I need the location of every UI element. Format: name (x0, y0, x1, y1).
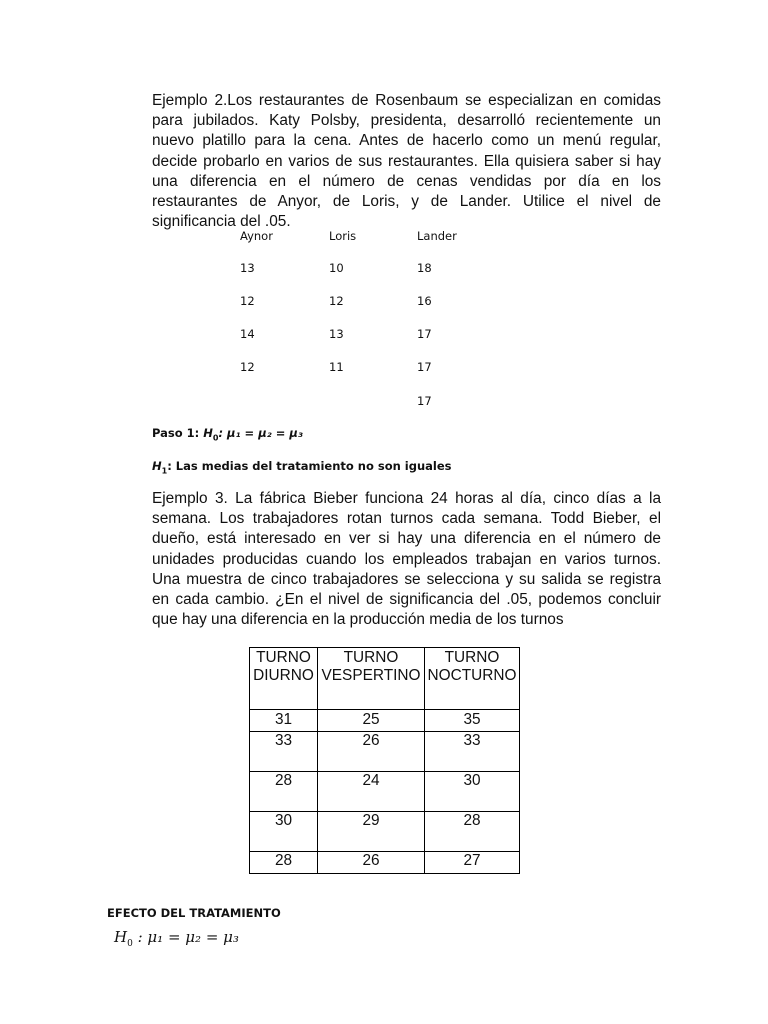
table-row (250, 772, 520, 812)
shift-production-table (249, 647, 520, 874)
paso-1-h1 (152, 459, 452, 475)
table-cell: 29 (318, 812, 425, 852)
table-cell: 27 (425, 852, 520, 874)
table-cell: 24 (318, 772, 425, 812)
table-header-row (250, 648, 520, 710)
h0-symbol: H (203, 426, 213, 440)
table-cell: 33 (250, 732, 318, 772)
table-cell: 16 (417, 294, 432, 308)
table-cell: 30 (250, 812, 318, 852)
paso-label: Paso 1: (152, 426, 200, 440)
table-cell: 31 (250, 710, 318, 732)
table-cell: 13 (240, 261, 255, 275)
table-cell: 12 (329, 294, 344, 308)
efecto-formula (114, 928, 239, 949)
table-cell: 30 (425, 772, 520, 812)
table-cell: 25 (318, 710, 425, 732)
example-2-paragraph: Ejemplo 2.Los restaurantes de Rosenbaum se especializan en comidas para jubilados. Katy Polsby, presidenta, desarrolló recientemente un nuevo platillo para la cena. Antes de hacerlo como un menú regular, decide probarlo en varios de sus restaurantes. Ella quisiera saber si hay una diferencia en el número de cenas vendidas por día en los restaurantes de Anyor, de Loris, y de Lander. Utilice el nivel de significancia del .05. (152, 92, 661, 231)
h1-text: : Las medias del tratamiento no son iguales (167, 459, 452, 473)
table-cell: 17 (417, 327, 432, 341)
example-3-paragraph: Ejemplo 3. La fábrica Bieber funciona 24 horas al día, cinco días a la semana. Los trabajadores rotan turnos cada semana. Todd Bieber, el dueño, está interesado en ver si hay una diferencia en el número de unidades producidas cuando los empleados trabajan en varios turnos. Una muestra de cinco trabajadores se selecciona y su salida se registra en cada cambio. ¿En el nivel de significancia del .05, podemos concluir que hay una diferencia en la producción media de los turnos (152, 490, 661, 629)
table-header-loris: Loris (329, 229, 357, 243)
h1-symbol: H (152, 459, 162, 473)
efecto-heading: EFECTO DEL TRATAMIENTO (107, 906, 281, 920)
header-turno-vespertino: TURNO VESPERTINO (318, 648, 425, 710)
table-cell: 17 (417, 360, 432, 374)
table-cell: 11 (329, 360, 344, 374)
table-cell: 14 (240, 327, 255, 341)
table-cell: 35 (425, 710, 520, 732)
table-cell: 28 (250, 852, 318, 874)
paso-1-h0 (152, 426, 303, 442)
table-cell: 28 (425, 812, 520, 852)
table-row (250, 732, 520, 772)
table-cell: 13 (329, 327, 344, 341)
table-row (250, 812, 520, 852)
table-cell: 12 (240, 360, 255, 374)
h1-subscript: 1 (161, 466, 168, 476)
table-row (250, 710, 520, 732)
table-cell: 12 (240, 294, 255, 308)
header-turno-nocturno: TURNO NOCTURNO (425, 648, 520, 710)
table-cell: 26 (318, 852, 425, 874)
formula-subscript: 0 (127, 939, 133, 949)
h0-equation: : μ₁ = μ₂ = μ₃ (218, 426, 303, 440)
table-cell: 18 (417, 261, 432, 275)
table-cell: 33 (425, 732, 520, 772)
table-cell: 10 (329, 261, 344, 275)
header-turno-diurno: TURNO DIURNO (250, 648, 318, 710)
h0-subscript: 0 (212, 433, 219, 443)
table-row (250, 852, 520, 874)
table-header-aynor: Aynor (240, 229, 273, 243)
table-cell: 17 (417, 394, 432, 408)
formula-rest: : μ₁ = μ₂ = μ₃ (132, 928, 239, 946)
formula-h: H (114, 928, 128, 946)
table-cell: 28 (250, 772, 318, 812)
table-header-lander: Lander (417, 229, 457, 243)
table-cell: 26 (318, 732, 425, 772)
